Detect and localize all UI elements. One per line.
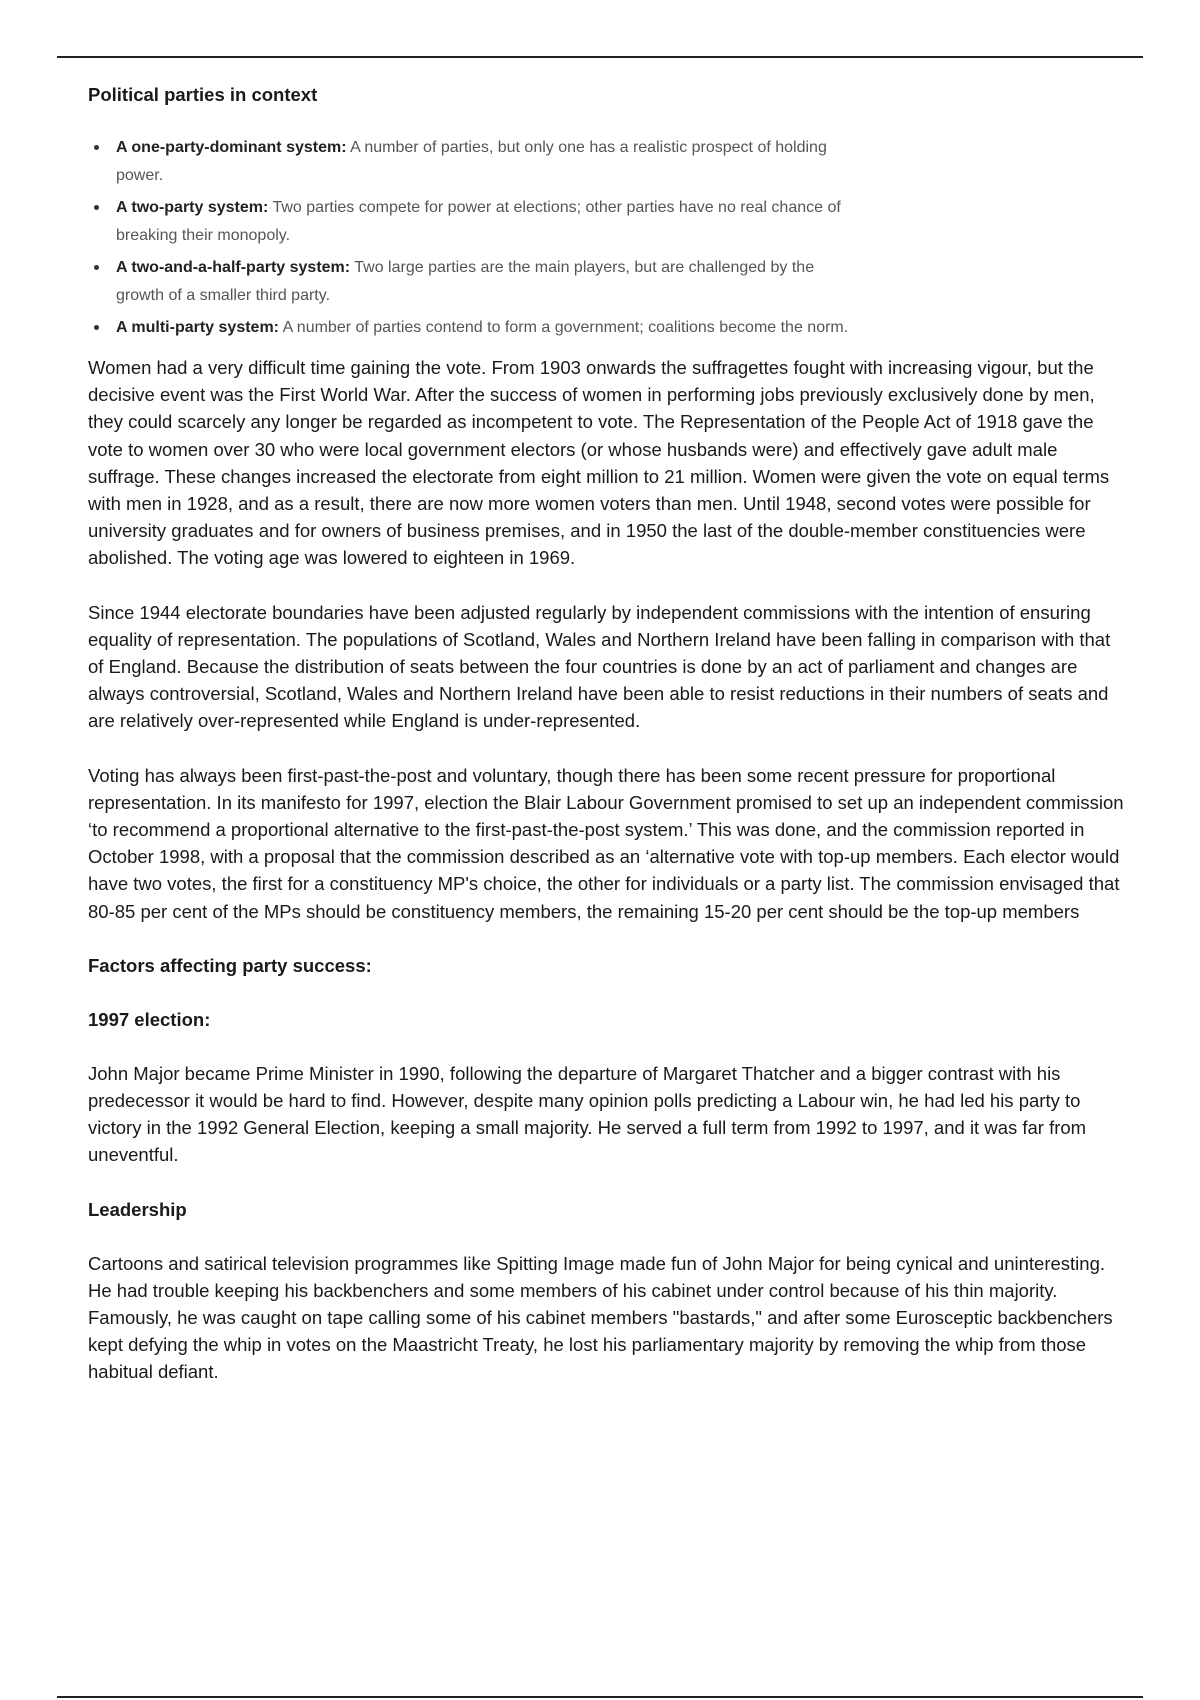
list-item-text: A number of parties, but only one has a realistic prospect of holding power. <box>116 139 827 184</box>
bottom-rule <box>57 1696 1143 1698</box>
paragraph-boundaries: Since 1944 electorate boundaries have been adjusted regularly by independent commissions with the intention of ensuring equality of representation. The populations of Scotland, Wales and Northern Ireland have been falling in comparison with that of England. Because the distribution of seats between the four countries is done by an act of parliament and changes are always controversial, Scotland, Wales and Northern Ireland have been able to resist reductions in their numbers of seats and are relatively over-represented while England is under-represented. <box>88 601 1111 732</box>
heading-1997-election: 1997 election: <box>88 1008 211 1030</box>
paragraph-john-major: John Major became Prime Minister in 1990, following the departure of Margaret Thatcher and a bigger contrast with his predecessor it would be hard to find. However, despite many opinion polls predicting a Labour win, he had led his party to victory in the 1992 General Election, keeping a small majority. He served a full term from 1992 to 1997, and it was far from uneventful. <box>88 1062 1087 1166</box>
list-item <box>88 254 858 310</box>
bullet-icon <box>94 265 99 270</box>
list-item <box>88 194 858 250</box>
list-item-term: A two-party system: <box>116 199 269 216</box>
paragraph-women-vote: Women had a very difficult time gaining the vote. From 1903 onwards the suffragettes fought with increasing vigour, but the decisive event was the First World War. After the success of women in performing jobs previously exclusively done by men, they could scarcely any longer be regarded as incompetent to vote. The Representation of the People Act of 1918 gave the vote to women over 30 who were local government electors (or whose husbands were) and effectively gave adult male suffrage. These changes increased the electorate from eight million to 21 million. Women were given the vote on equal terms with men in 1928, and as a result, there are now more women voters than men. Until 1948, second votes were possible for university graduates and for owners of business premises, and in 1950 the last of the double-member constituencies were abolished. The voting age was lowered to eighteen in 1969. <box>88 357 1110 569</box>
bullet-icon <box>94 325 99 330</box>
list-item-text: Two parties compete for power at elections; other parties have no real chance of breaking their monopoly. <box>116 199 841 244</box>
list-item-term: A two-and-a-half-party system: <box>116 259 351 276</box>
list-item-text: Two large parties are the main players, but are challenged by the growth of a smaller third party. <box>116 259 815 304</box>
paragraph-voting: Voting has always been first-past-the-post and voluntary, though there has been some recent pressure for proportional representation. In its manifesto for 1997, election the Blair Labour Government promised to set up an independent commission ‘to recommend a proportional alternative to the first-past-the-post system.’ This was done, and the commission reported in October 1998, with a proposal that the commission described as an ‘alternative vote with top-up members. Each elector would have two votes, the first for a constituency MP's choice, the other for individuals or a party list. The commission envisaged that 80-85 per cent of the MPs should be constituency members, the remaining 15-20 per cent should be the top-up members <box>88 764 1124 922</box>
heading-factors: Factors affecting party success: <box>88 954 372 976</box>
bullet-icon <box>94 205 99 210</box>
list-item-term: A one-party-dominant system: <box>116 139 347 156</box>
heading-leadership: Leadership <box>88 1198 187 1220</box>
list-item-term: A multi-party system: <box>116 319 279 336</box>
list-item-text: A number of parties contend to form a government; coalitions become the norm. <box>282 319 849 336</box>
document-body <box>88 78 1128 1386</box>
heading-political-parties: Political parties in context <box>88 84 318 105</box>
top-rule <box>57 56 1143 58</box>
list-item <box>88 134 858 190</box>
paragraph-leadership: Cartoons and satirical television programmes like Spitting Image made fun of John Major for being cynical and uninteresting. He had trouble keeping his backbenchers and some members of his cabinet under control because of his thin majority. Famously, he was caught on tape calling some of his cabinet members "bastards," and after some Eurosceptic backbenchers kept defying the whip in votes on the Maastricht Treaty, he lost his parliamentary majority by removing the whip from those habitual defiant. <box>88 1252 1113 1383</box>
bullet-icon <box>94 145 99 150</box>
list-item <box>88 314 858 342</box>
party-systems-list <box>88 134 858 342</box>
